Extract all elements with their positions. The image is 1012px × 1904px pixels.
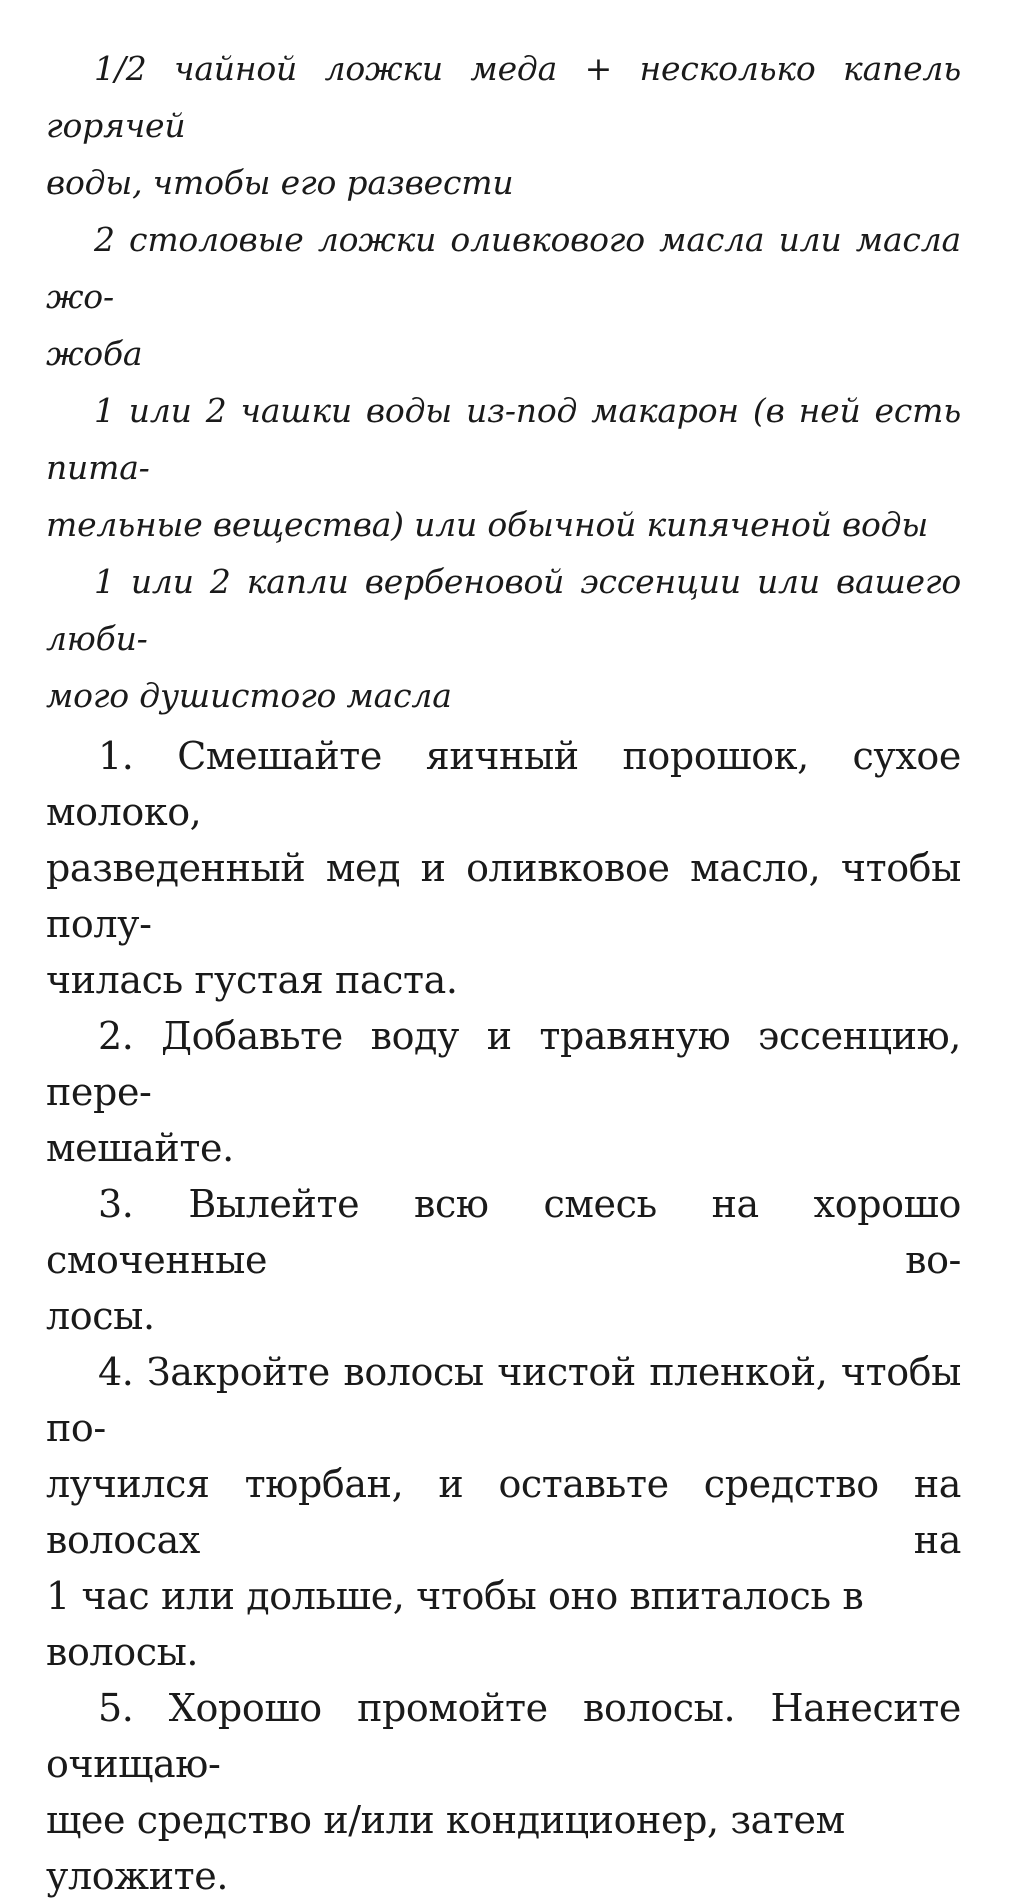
ingredient-line: жоба [46, 334, 143, 373]
step-line: разведенный мед и оливковое масло, чтобы полу- [46, 846, 961, 946]
step-line: чилась густая паста. [46, 958, 458, 1002]
recipe-page [46, 40, 961, 1904]
ingredient-item [46, 40, 961, 211]
step-item [46, 1008, 961, 1176]
step-item [46, 728, 961, 1008]
ingredient-item [46, 382, 961, 553]
ingredient-line: 1 или 2 капли вербеновой эссенции или вашего люби- [46, 562, 961, 658]
ingredients-list [46, 40, 961, 724]
step-line: 3. Вылейте всю смесь на хорошо смоченные во- [46, 1182, 961, 1282]
step-line: 1. Смешайте яичный порошок, сухое молоко, [46, 734, 961, 834]
steps-list [46, 728, 961, 1904]
ingredient-line: воды, чтобы его развести [46, 163, 514, 202]
ingredient-line: тельные вещества) или обычной кипяченой воды [46, 505, 929, 544]
ingredient-line: мого душистого масла [46, 676, 452, 715]
step-item [46, 1344, 961, 1680]
step-item [46, 1176, 961, 1344]
step-line: лосы. [46, 1294, 155, 1338]
step-line: 5. Хорошо промойте волосы. Нанесите очищаю- [46, 1686, 961, 1786]
ingredient-line: 2 столовые ложки оливкового масла или масла жо- [46, 220, 961, 316]
ingredient-item [46, 211, 961, 382]
ingredient-line: 1 или 2 чашки воды из-под макарон (в ней есть пита- [46, 391, 961, 487]
ingredient-line: 1/2 чайной ложки меда + несколько капель горячей [46, 49, 961, 145]
step-line: мешайте. [46, 1126, 234, 1170]
step-line: лучился тюрбан, и оставьте средство на волосах на [46, 1462, 961, 1562]
step-item [46, 1680, 961, 1904]
step-line: 1 час или дольше, чтобы оно впиталось в волосы. [46, 1574, 864, 1674]
step-line: щее средство и/или кондиционер, затем уложите. [46, 1798, 845, 1898]
step-line: 4. Закройте волосы чистой пленкой, чтобы по- [46, 1350, 961, 1450]
ingredient-item [46, 553, 961, 724]
step-line: 2. Добавьте воду и травяную эссенцию, пере- [46, 1014, 961, 1114]
